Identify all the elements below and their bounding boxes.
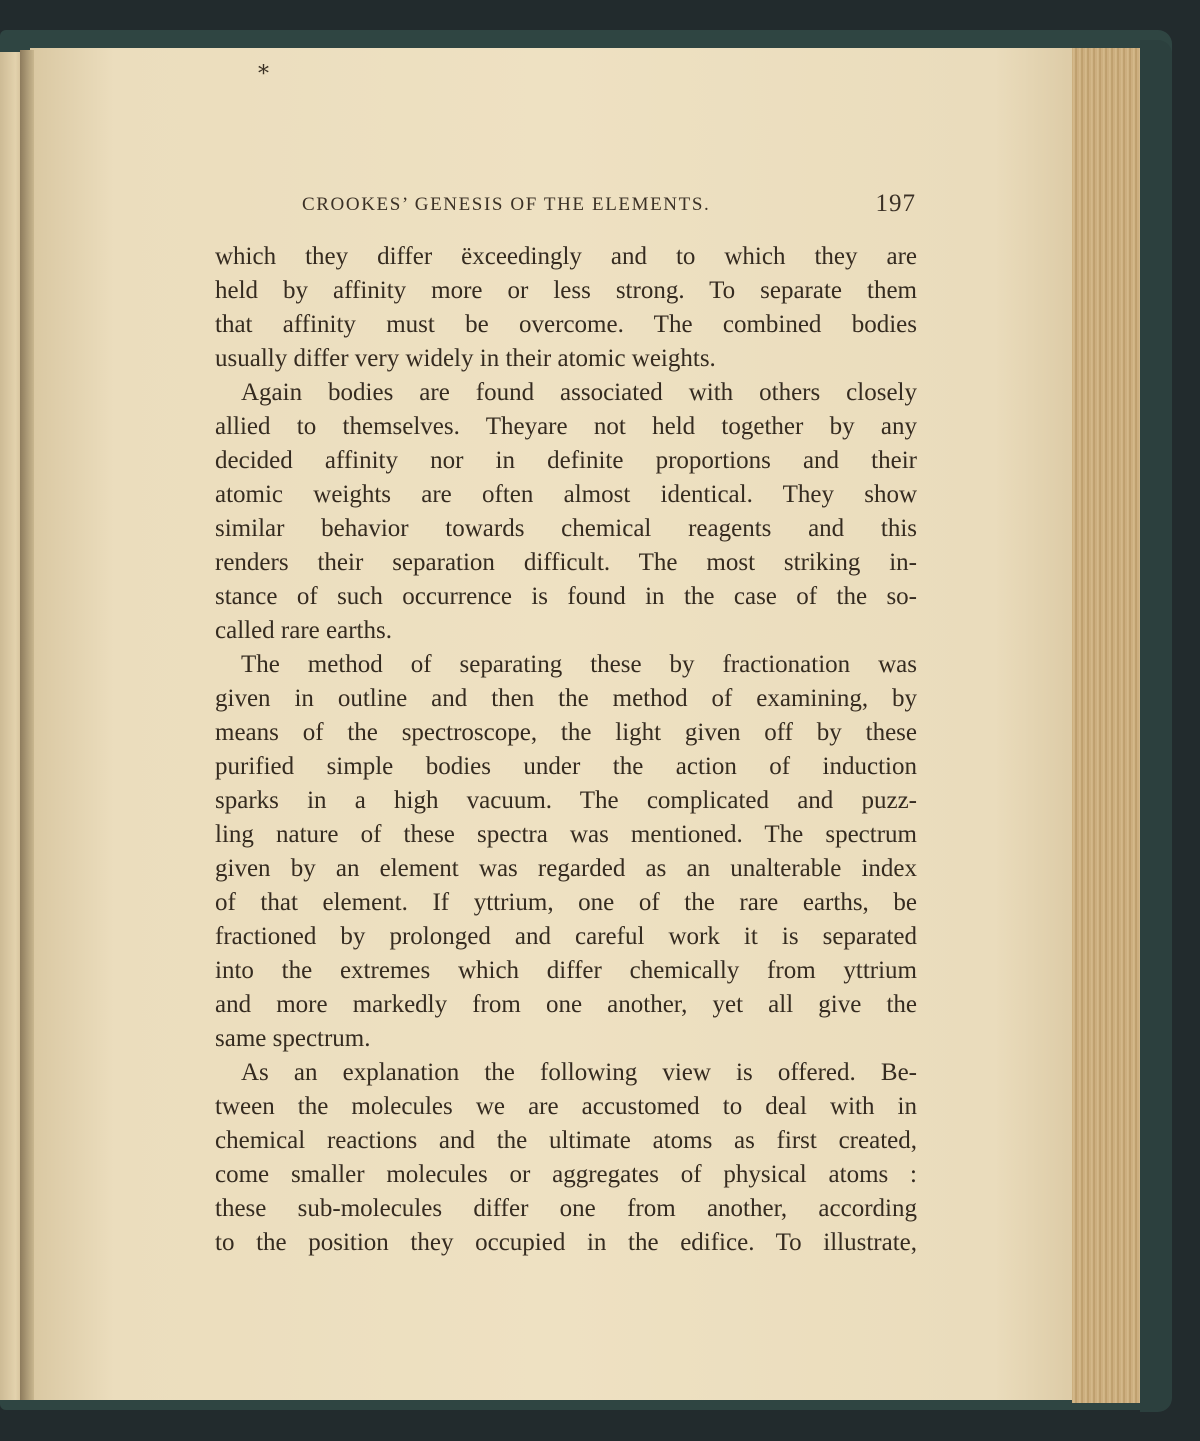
text-line: into the extremes which differ chemically from yttrium: [215, 957, 917, 984]
text-line: decided affinity nor in definite proportions and their: [215, 447, 917, 474]
text-line: given by an element was regarded as an unalterable index: [215, 855, 917, 882]
ornament-mark: *: [258, 62, 269, 87]
text-line: these sub-molecules differ one from another, according: [215, 1195, 917, 1222]
text-line: ling nature of these spectra was mentioned. The spectrum: [215, 821, 917, 848]
text-line: As an explanation the following view is offered. Be-: [241, 1059, 917, 1086]
page-block-edges: [1072, 48, 1144, 1403]
text-line: atomic weights are often almost identical. They show: [215, 481, 917, 508]
text-line: means of the spectroscope, the light given off by these: [215, 719, 917, 746]
running-head: [302, 190, 916, 222]
text-line: and more markedly from one another, yet all give the: [215, 991, 917, 1018]
page-gutter: [20, 50, 34, 1400]
text-line: stance of such occurrence is found in the case of the so-: [215, 583, 917, 610]
text-line: come smaller molecules or aggregates of physical atoms :: [215, 1161, 917, 1188]
text-line: chemical reactions and the ultimate atoms as first created,: [215, 1127, 917, 1154]
text-line: renders their separation difficult. The most striking in-: [215, 549, 917, 576]
text-line: held by affinity more or less strong. To separate them: [215, 277, 917, 304]
body-text: [215, 240, 917, 1260]
text-line: usually differ very widely in their atomic weights.: [215, 345, 716, 372]
text-line: fractioned by prolonged and careful work it is separated: [215, 923, 917, 950]
text-line: given in outline and then the method of examining, by: [215, 685, 917, 712]
text-line: which they differ ëxceedingly and to which they are: [215, 243, 917, 270]
text-line: same spectrum.: [215, 1025, 371, 1052]
cover-edge: [1140, 40, 1172, 1412]
running-head-title: CROOKES’ GENESIS OF THE ELEMENTS.: [302, 194, 711, 215]
text-line: that affinity must be overcome. The combined bodies: [215, 311, 917, 338]
text-line: similar behavior towards chemical reagents and this: [215, 515, 917, 542]
page-number: 197: [875, 190, 916, 217]
text-line: tween the molecules we are accustomed to deal with in: [215, 1093, 917, 1120]
text-line: purified simple bodies under the action of induction: [215, 753, 917, 780]
text-line: to the position they occupied in the edifice. To illustrate,: [215, 1229, 917, 1256]
text-line: called rare earths.: [215, 617, 392, 644]
text-line: of that element. If yttrium, one of the rare earths, be: [215, 889, 917, 916]
text-line: sparks in a high vacuum. The complicated and puzz-: [215, 787, 917, 814]
text-line: The method of separating these by fractionation was: [241, 651, 917, 678]
text-line: Again bodies are found associated with others closely: [241, 379, 917, 406]
text-line: allied to themselves. Theyare not held together by any: [215, 413, 917, 440]
